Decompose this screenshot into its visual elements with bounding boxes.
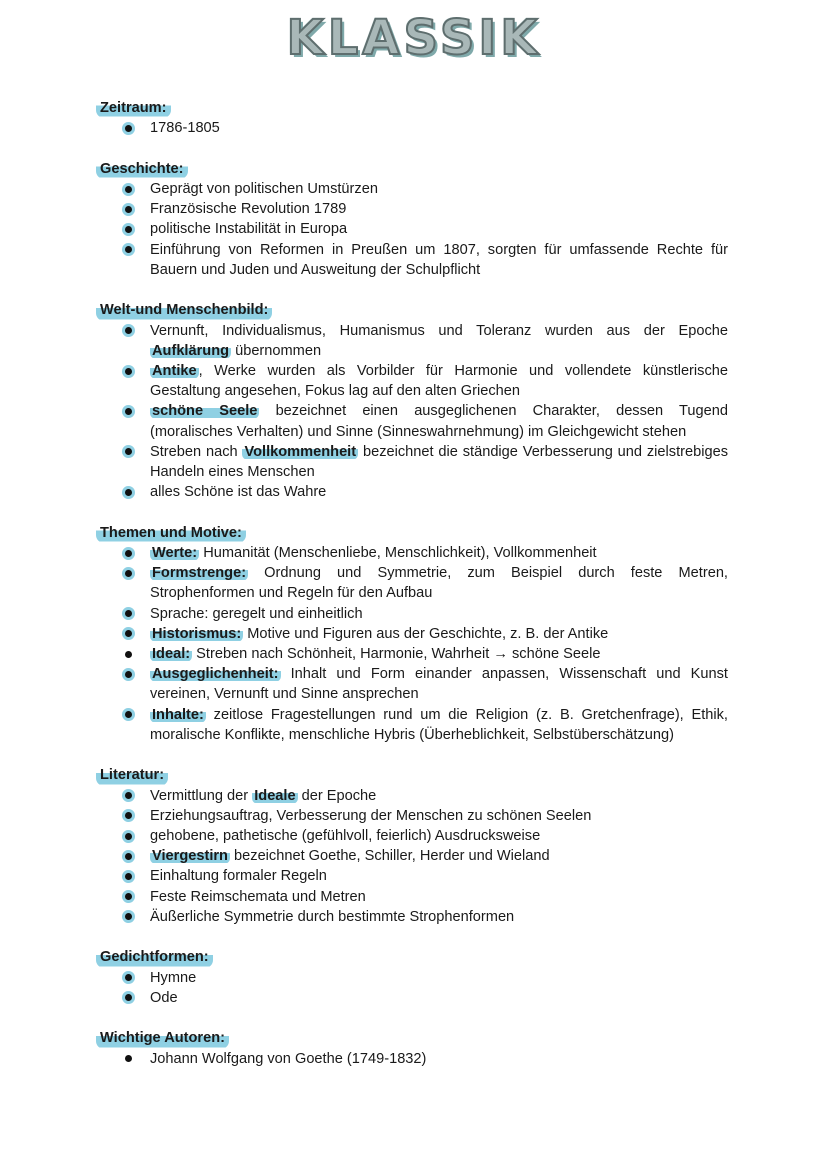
bullet-icon: [125, 974, 132, 981]
list-item: Äußerliche Symmetrie durch bestimmte Strophenformen: [100, 907, 728, 927]
highlighted-term: Historismus:: [152, 625, 242, 642]
section-heading: Literatur:: [96, 765, 168, 785]
section-heading: Zeitraum:: [96, 98, 171, 118]
section-literatur: [100, 765, 728, 927]
bullet-icon: [125, 1055, 132, 1062]
bullet-icon: [125, 711, 132, 718]
list-item: Formstrenge: Ordnung und Symmetrie, zum Beispiel durch feste Metren, Strophenformen und Regeln für den Aufbau: [100, 563, 728, 603]
list-item: schöne Seele bezeichnet einen ausgeglichenen Charakter, dessen Tugend (moralisches Verhalten) und Sinne (Sinneswahrnehmung) im Gleichgewicht stehen: [100, 401, 728, 441]
section-heading: Themen und Motive:: [96, 523, 246, 543]
list-item: Vernunft, Individualismus, Humanismus und Toleranz wurden aus der Epoche Aufklärung übernommen: [100, 321, 728, 361]
bullet-icon: [125, 873, 132, 880]
bullet-icon: [125, 893, 132, 900]
list-item: Hymne: [100, 968, 728, 988]
section-themen: [100, 523, 728, 745]
highlighted-term: Inhalte:: [152, 706, 204, 723]
section-zeitraum: [100, 98, 728, 138]
list-item: Antike , Werke wurden als Vorbilder für Harmonie und vollendete künstlerische Gestaltung angesehen, Fokus lag auf den alten Griechen: [100, 361, 728, 401]
bullet-icon: [125, 489, 132, 496]
bullet-icon: [125, 630, 132, 637]
bullet-icon: [125, 408, 132, 415]
section-gedichtformen: [100, 947, 728, 1008]
bullet-icon: [125, 206, 132, 213]
bullet-icon: [125, 913, 132, 920]
bullet-icon: [125, 833, 132, 840]
section-autoren: [100, 1028, 728, 1068]
bullet-icon: [125, 570, 132, 577]
bullet-icon: [125, 550, 132, 557]
bullet-icon: [125, 368, 132, 375]
bullet-icon: [125, 125, 132, 132]
page-title: KLASSIK: [286, 10, 542, 66]
list-item: Viergestirn bezeichnet Goethe, Schiller, Herder und Wieland: [100, 846, 728, 866]
list-item: Ideal: Streben nach Schönheit, Harmonie, Wahrheit → schöne Seele: [100, 644, 728, 664]
bullet-icon: [125, 226, 132, 233]
list-item: Ausgeglichenheit: Inhalt und Form einander anpassen, Wissenschaft und Kunst vereinen, Vernunft und Sinne ansprechen: [100, 664, 728, 704]
bullet-icon: [125, 671, 132, 678]
list-item: Johann Wolfgang von Goethe (1749-1832): [100, 1049, 728, 1069]
list-item: Ode: [100, 988, 728, 1008]
highlighted-term: Antike: [152, 362, 197, 379]
list-item: Streben nach Vollkommenheit bezeichnet die ständige Verbesserung und zielstrebiges Handeln eines Menschen: [100, 442, 728, 482]
section-heading: Wichtige Autoren:: [96, 1028, 229, 1048]
bullet-icon: [125, 853, 132, 860]
list-item: Historismus: Motive und Figuren aus der Geschichte, z. B. der Antike: [100, 624, 728, 644]
list-item: politische Instabilität in Europa: [100, 219, 728, 239]
highlighted-term: Vollkommenheit: [244, 443, 357, 460]
section-heading: Geschichte:: [96, 159, 188, 179]
list-item: Sprache: geregelt und einheitlich: [100, 604, 728, 624]
list-item: Inhalte: zeitlose Fragestellungen rund um die Religion (z. B. Gretchenfrage), Ethik, moralische Konflikte, menschliche Hybris (Überheblichkeit, Selbstüberschätzung): [100, 705, 728, 745]
list-item: 1786-1805: [100, 118, 728, 138]
highlighted-term: Ausgeglichenheit:: [152, 666, 279, 683]
highlighted-term: Formstrenge:: [152, 565, 247, 582]
highlighted-term: Viergestirn: [152, 848, 228, 865]
bullet-icon: [125, 651, 132, 658]
list-item: Werte: Humanität (Menschenliebe, Menschlichkeit), Vollkommenheit: [100, 543, 728, 563]
list-item: Erziehungsauftrag, Verbesserung der Menschen zu schönen Seelen: [100, 806, 728, 826]
list-item: Feste Reimschemata und Metren: [100, 887, 728, 907]
list-item: Geprägt von politischen Umstürzen: [100, 179, 728, 199]
section-heading: Welt-und Menschenbild:: [96, 300, 272, 320]
list-item: Einführung von Reformen in Preußen um 1807, sorgten für umfassende Rechte für Bauern und Juden und Ausweitung der Schulpflicht: [100, 240, 728, 280]
bullet-icon: [125, 610, 132, 617]
section-geschichte: [100, 159, 728, 280]
bullet-icon: [125, 246, 132, 253]
section-weltbild: [100, 300, 728, 502]
section-heading: Gedichtformen:: [96, 947, 213, 967]
list-item: gehobene, pathetische (gefühlvoll, feierlich) Ausdrucksweise: [100, 826, 728, 846]
bullet-icon: [125, 812, 132, 819]
bullet-icon: [125, 448, 132, 455]
bullet-icon: [125, 327, 132, 334]
bullet-icon: [125, 792, 132, 799]
highlighted-term: Ideale: [254, 787, 296, 804]
highlighted-term: Werte:: [152, 544, 198, 561]
list-item: Vermittlung der Ideale der Epoche: [100, 786, 728, 806]
highlighted-term: Ideal:: [152, 645, 191, 662]
bullet-icon: [125, 186, 132, 193]
highlighted-term: schöne Seele: [152, 403, 258, 420]
notes-content: [100, 98, 728, 1089]
list-item: Einhaltung formaler Regeln: [100, 866, 728, 886]
list-item: alles Schöne ist das Wahre: [100, 482, 728, 502]
bullet-icon: [125, 994, 132, 1001]
highlighted-term: Aufklärung: [152, 342, 230, 359]
list-item: Französische Revolution 1789: [100, 199, 728, 219]
